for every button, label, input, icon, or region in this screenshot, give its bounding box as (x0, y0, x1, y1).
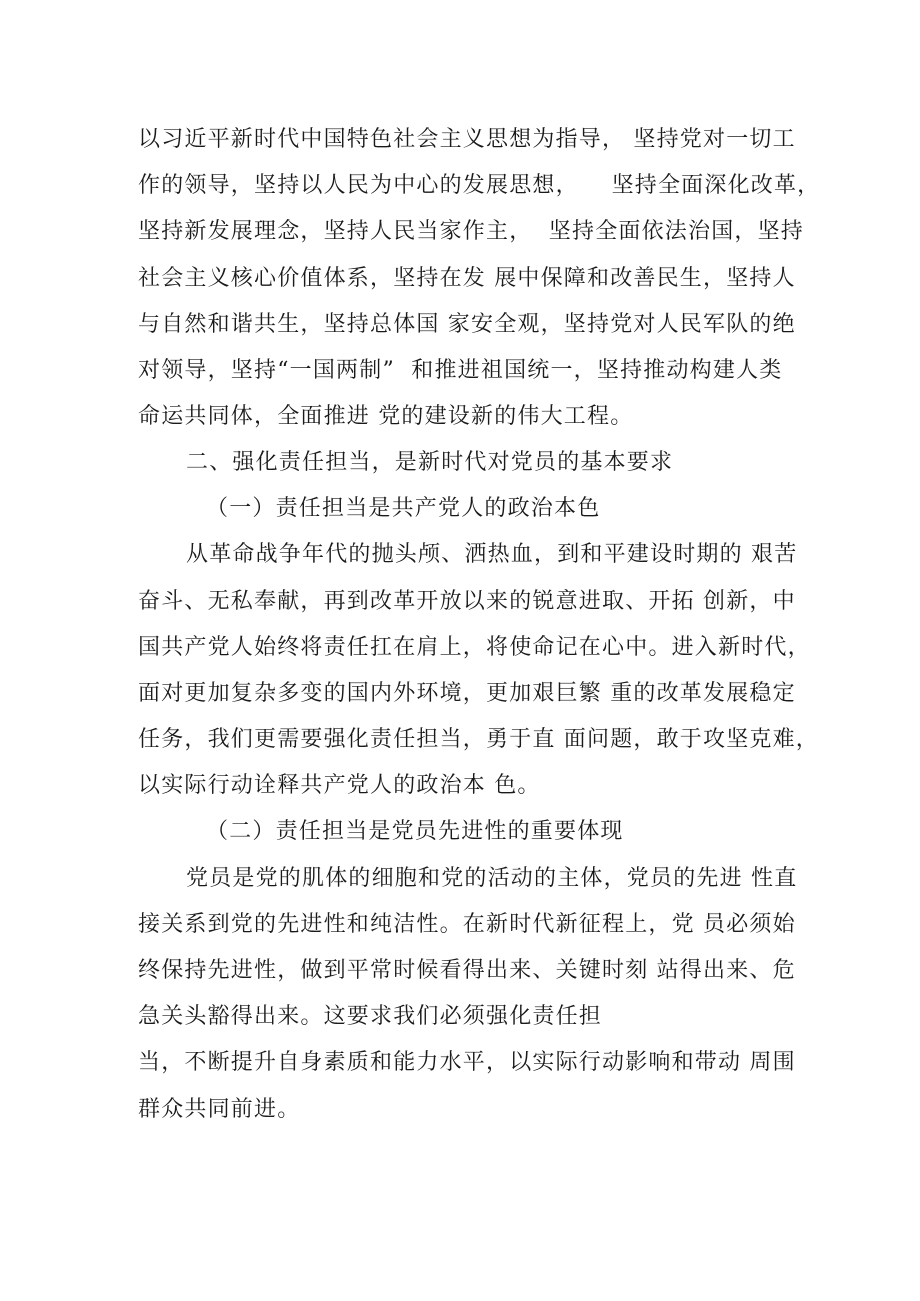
paragraph-line: 与自然和谐共生，坚持总体国 家安全观，坚持党对人民军队的绝 (138, 312, 796, 337)
paragraph-line: 接关系到党的先进性和纯洁性。在新时代新征程上，党 员必须始 (138, 912, 796, 937)
paragraph-line: 以习近平新时代中国特色社会主义思想为指导， 坚持党对一切工 (138, 127, 796, 152)
paragraph-line: 国共产党人始终将责任扛在肩上，将使命记在心中。进入新时代， (138, 635, 811, 660)
paragraph-line: 作的领导，坚持以人民为中心的发展思想， 坚持全面深化改革， (138, 173, 821, 198)
paragraph-line: 以实际行动诠释共产党人的政治本 色。 (138, 773, 541, 798)
paragraph-line: 群众共同前进。 (138, 1097, 301, 1122)
paragraph-line: 面对更加复杂多变的国内外环境，更加艰巨繁 重的改革发展稳定 (138, 681, 796, 706)
paragraph-line: 终保持先进性，做到平常时候看得出来、关键时刻 站得出来、危 (138, 958, 796, 983)
paragraph-line: 对领导，坚持“一国两制” 和推进祖国统一，坚持推动构建人类 (138, 358, 783, 383)
paragraph-line: 急关头豁得出来。这要求我们必须强化责任担 (138, 1004, 603, 1029)
paragraph-line: 党员是党的肌体的细胞和党的活动的主体，党员的先进 性直 (186, 866, 798, 891)
paragraph-line: 从革命战争年代的抛头颅、洒热血，到和平建设时期的 艰苦 (186, 542, 798, 567)
paragraph-line: 当，不断提升自身素质和能力水平，以实际行动影响和带动 周围 (138, 1050, 796, 1075)
section-heading: 二、强化责任担当，是新时代对党员的基本要求 (186, 450, 674, 475)
subsection-heading: （一）责任担当是共产党人的政治本色 (206, 496, 601, 521)
paragraph-line: 命运共同体，全面推进 党的建设新的伟大工程。 (138, 404, 634, 429)
paragraph-line: 任务，我们更需要强化责任担当，勇于直 面问题，敢于攻坚克难， (138, 727, 819, 752)
paragraph-line: 社会主义核心价值体系，坚持在发 展中保障和改善民生，坚持人 (138, 266, 796, 291)
subsection-heading: （二）责任担当是党员先进性的重要体现 (206, 819, 624, 844)
paragraph-line: 坚持新发展理念，坚持人民当家作主， 坚持全面依法治国，坚持 (138, 219, 804, 244)
paragraph-line: 奋斗、无私奉献，再到改革开放以来的锐意进取、开拓 创新，中 (138, 589, 796, 614)
